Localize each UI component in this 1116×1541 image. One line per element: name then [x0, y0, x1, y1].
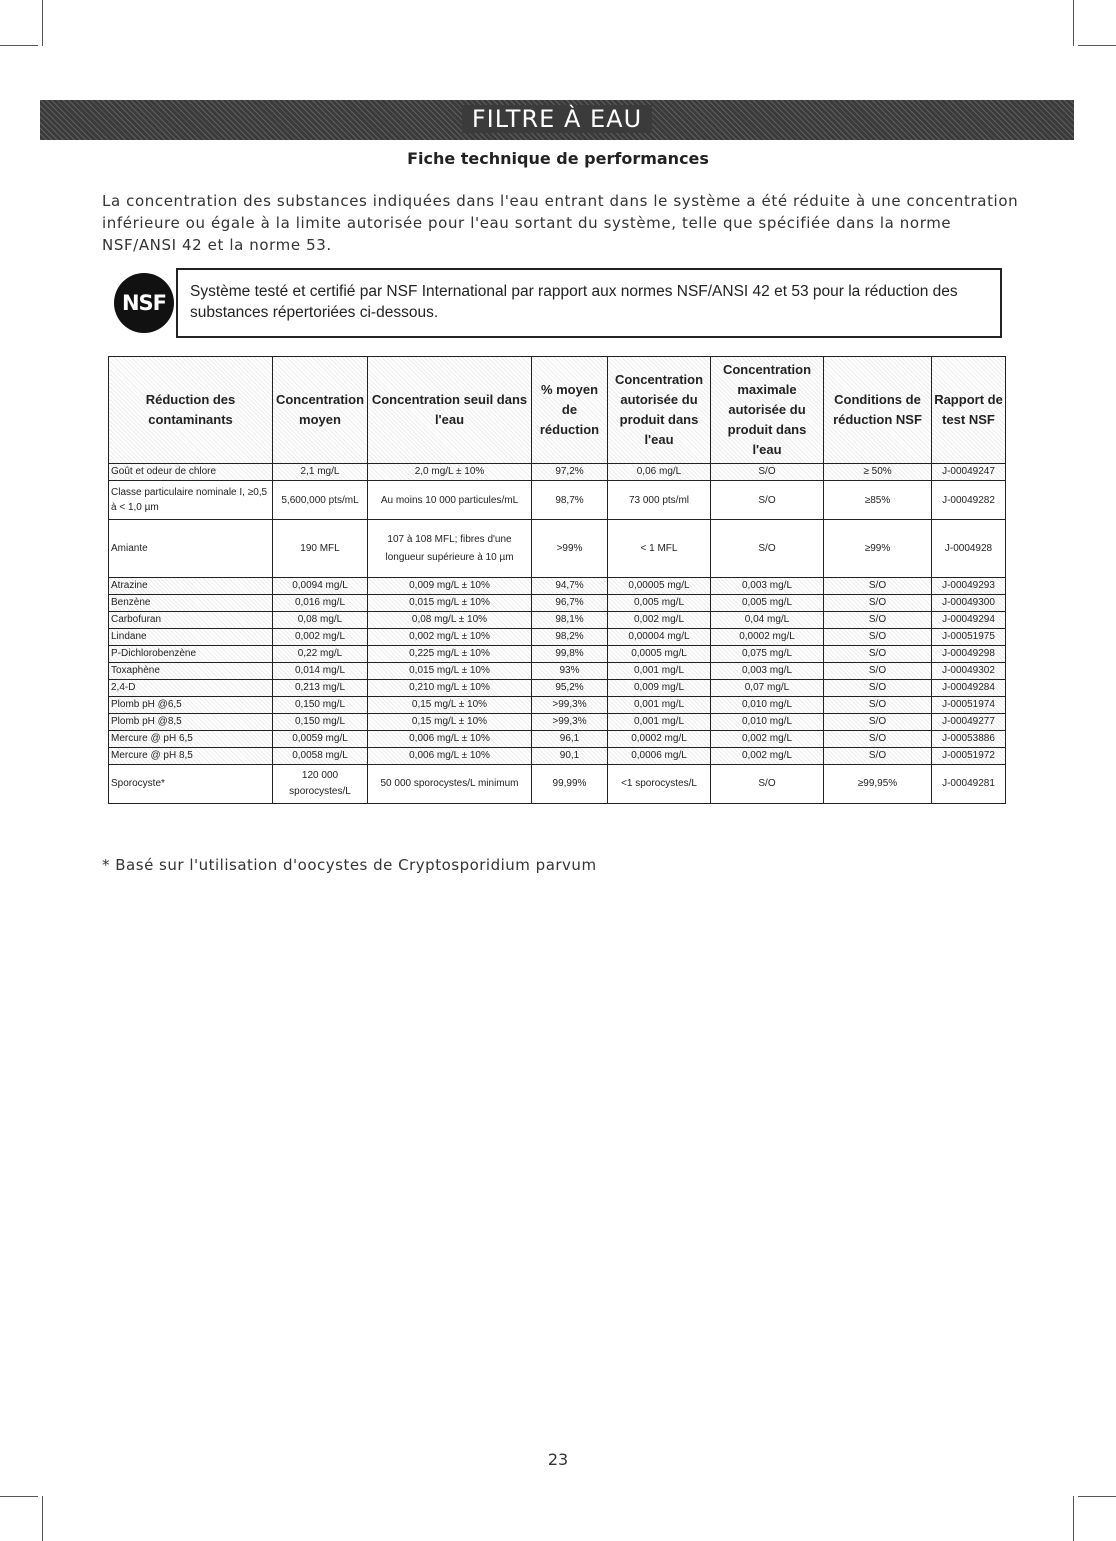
- table-cell: 0,015 mg/L ± 10%: [368, 595, 532, 612]
- table-cell: S/O: [824, 578, 932, 595]
- table-cell: J-00049298: [932, 646, 1006, 663]
- table-cell: 0,04 mg/L: [711, 612, 824, 629]
- table-cell: S/O: [824, 663, 932, 680]
- table-cell: 0,0094 mg/L: [273, 578, 368, 595]
- table-cell: 0,15 mg/L ± 10%: [368, 697, 532, 714]
- table-cell: Classe particulaire nominale I, ≥0,5 à < 1,0 µm: [109, 481, 273, 520]
- table-cell: 0,009 mg/L ± 10%: [368, 578, 532, 595]
- crop-mark: [0, 45, 38, 46]
- table-cell: S/O: [824, 731, 932, 748]
- table-cell: <1 sporocystes/L: [608, 765, 711, 804]
- table-cell: 0,08 mg/L ± 10%: [368, 612, 532, 629]
- table-cell: Lindane: [109, 629, 273, 646]
- table-row: [109, 663, 1006, 680]
- crop-mark: [1073, 1496, 1074, 1541]
- table-cell: J-0004928: [932, 520, 1006, 578]
- footnote: * Basé sur l'utilisation d'oocystes de Cryptosporidium parvum: [102, 856, 597, 874]
- table-cell: Sporocyste*: [109, 765, 273, 804]
- table-cell: 98,1%: [532, 612, 608, 629]
- table-cell: ≥85%: [824, 481, 932, 520]
- table-cell: 0,150 mg/L: [273, 697, 368, 714]
- table-cell: J-00049300: [932, 595, 1006, 612]
- table-cell: ≥ 50%: [824, 464, 932, 481]
- table-cell: 95,2%: [532, 680, 608, 697]
- table-cell: ≥99,95%: [824, 765, 932, 804]
- table-cell: J-00051974: [932, 697, 1006, 714]
- table-cell: S/O: [711, 520, 824, 578]
- table-cell: 0,001 mg/L: [608, 663, 711, 680]
- table-cell: 0,0006 mg/L: [608, 748, 711, 765]
- table-cell: 5,600,000 pts/mL: [273, 481, 368, 520]
- table-row: [109, 578, 1006, 595]
- table-cell: 0,010 mg/L: [711, 697, 824, 714]
- table-cell: 50 000 sporocystes/L minimum: [368, 765, 532, 804]
- table-cell: >99,3%: [532, 714, 608, 731]
- table-cell: J-00049294: [932, 612, 1006, 629]
- table-cell: 2,0 mg/L ± 10%: [368, 464, 532, 481]
- table-cell: 0,005 mg/L: [608, 595, 711, 612]
- table-cell: >99,3%: [532, 697, 608, 714]
- table-cell: 94,7%: [532, 578, 608, 595]
- table-cell: 0,07 mg/L: [711, 680, 824, 697]
- table-row: [109, 697, 1006, 714]
- table-cell: Toxaphène: [109, 663, 273, 680]
- table-cell: 0,014 mg/L: [273, 663, 368, 680]
- table-row: [109, 680, 1006, 697]
- column-header: Réduction des contaminants: [109, 357, 273, 464]
- table-cell: 0,15 mg/L ± 10%: [368, 714, 532, 731]
- table-cell: 0,22 mg/L: [273, 646, 368, 663]
- crop-mark: [0, 1496, 38, 1497]
- table-cell: Au moins 10 000 particules/mL: [368, 481, 532, 520]
- column-header: Rapport de test NSF: [932, 357, 1006, 464]
- column-header: Conditions de réduction NSF: [824, 357, 932, 464]
- title-banner: [40, 100, 1074, 140]
- table-cell: 0,009 mg/L: [608, 680, 711, 697]
- column-header: Concentration moyen: [273, 357, 368, 464]
- table-cell: 0,016 mg/L: [273, 595, 368, 612]
- table-row: [109, 464, 1006, 481]
- table-cell: S/O: [824, 612, 932, 629]
- table-cell: 0,003 mg/L: [711, 578, 824, 595]
- table-cell: J-00049302: [932, 663, 1006, 680]
- table-cell: >99%: [532, 520, 608, 578]
- table-cell: 0,0005 mg/L: [608, 646, 711, 663]
- table-cell: 0,0059 mg/L: [273, 731, 368, 748]
- table-cell: 107 à 108 MFL; fibres d'une longueur supérieure à 10 µm: [368, 520, 532, 578]
- table-cell: 2,4-D: [109, 680, 273, 697]
- table-cell: J-00049277: [932, 714, 1006, 731]
- table-cell: 0,010 mg/L: [711, 714, 824, 731]
- table-cell: 0,015 mg/L ± 10%: [368, 663, 532, 680]
- table-cell: 0,002 mg/L: [711, 748, 824, 765]
- table-row: [109, 765, 1006, 804]
- table-cell: 0,005 mg/L: [711, 595, 824, 612]
- table-cell: P-Dichlorobenzène: [109, 646, 273, 663]
- table-cell: 0,0002 mg/L: [711, 629, 824, 646]
- table-cell: 190 MFL: [273, 520, 368, 578]
- table-cell: S/O: [824, 595, 932, 612]
- table-cell: 0,002 mg/L: [711, 731, 824, 748]
- table-cell: 0,006 mg/L ± 10%: [368, 731, 532, 748]
- table-cell: Mercure @ pH 6,5: [109, 731, 273, 748]
- table-cell: Amiante: [109, 520, 273, 578]
- table-row: [109, 714, 1006, 731]
- table-cell: Goût et odeur de chlore: [109, 464, 273, 481]
- table-cell: Carbofuran: [109, 612, 273, 629]
- table-cell: 2,1 mg/L: [273, 464, 368, 481]
- table-cell: 0,00005 mg/L: [608, 578, 711, 595]
- table-cell: 99,8%: [532, 646, 608, 663]
- table-row: [109, 612, 1006, 629]
- table-cell: 0,06 mg/L: [608, 464, 711, 481]
- table-cell: 0,00004 mg/L: [608, 629, 711, 646]
- table-cell: 0,0002 mg/L: [608, 731, 711, 748]
- table-row: [109, 646, 1006, 663]
- table-row: [109, 748, 1006, 765]
- table-row: [109, 595, 1006, 612]
- table-cell: S/O: [711, 464, 824, 481]
- table-cell: 0,210 mg/L ± 10%: [368, 680, 532, 697]
- table-cell: Benzène: [109, 595, 273, 612]
- table-cell: S/O: [711, 765, 824, 804]
- nsf-logo-icon: NSF: [114, 273, 174, 333]
- table-cell: 96,7%: [532, 595, 608, 612]
- table-row: [109, 520, 1006, 578]
- performance-table: [108, 356, 1006, 804]
- table-row: [109, 481, 1006, 520]
- table-cell: S/O: [824, 680, 932, 697]
- table-cell: 0,006 mg/L ± 10%: [368, 748, 532, 765]
- table-cell: 96,1: [532, 731, 608, 748]
- page-number: 23: [547, 1450, 569, 1469]
- table-cell: 0,002 mg/L: [273, 629, 368, 646]
- table-cell: 98,7%: [532, 481, 608, 520]
- table-cell: J-00049293: [932, 578, 1006, 595]
- crop-mark: [1078, 45, 1116, 46]
- table-cell: J-00049282: [932, 481, 1006, 520]
- table-cell: S/O: [824, 748, 932, 765]
- section-subtitle: Fiche technique de performances: [407, 149, 709, 168]
- table-cell: J-00051975: [932, 629, 1006, 646]
- table-cell: J-00053886: [932, 731, 1006, 748]
- table-cell: 99,99%: [532, 765, 608, 804]
- table-row: [109, 629, 1006, 646]
- table-cell: S/O: [824, 697, 932, 714]
- table-cell: 0,001 mg/L: [608, 697, 711, 714]
- crop-mark: [42, 0, 43, 46]
- table-cell: 0,08 mg/L: [273, 612, 368, 629]
- table-cell: S/O: [824, 646, 932, 663]
- intro-paragraph: La concentration des substances indiquées dans l'eau entrant dans le système a été réduite à une concentration inférieure ou égale à la limite autorisée pour l'eau sortant du système, telle que spécifiée dans la norme NSF/ANSI 42 et la norme 53.: [102, 192, 1019, 254]
- crop-mark: [1078, 1496, 1116, 1497]
- table-cell: ≥99%: [824, 520, 932, 578]
- table-row: [109, 731, 1006, 748]
- certification-text: Système testé et certifié par NSF International par rapport aux normes NSF/ANSI 42 et 53 pour la réduction des substances répertoriées ci-dessous.: [190, 283, 958, 321]
- table-cell: < 1 MFL: [608, 520, 711, 578]
- table-cell: 73 000 pts/ml: [608, 481, 711, 520]
- table-cell: Atrazine: [109, 578, 273, 595]
- table-cell: 0,003 mg/L: [711, 663, 824, 680]
- table-cell: 90,1: [532, 748, 608, 765]
- table-cell: S/O: [824, 629, 932, 646]
- table-cell: J-00049281: [932, 765, 1006, 804]
- table-cell: 0,001 mg/L: [608, 714, 711, 731]
- table-header-row: [109, 357, 1006, 464]
- table-cell: 93%: [532, 663, 608, 680]
- table-cell: 0,0058 mg/L: [273, 748, 368, 765]
- column-header: Concentration seuil dans l'eau: [368, 357, 532, 464]
- table-cell: 0,150 mg/L: [273, 714, 368, 731]
- table-cell: S/O: [711, 481, 824, 520]
- page-title: FILTRE À EAU: [462, 105, 652, 133]
- table-cell: 0,002 mg/L: [608, 612, 711, 629]
- crop-mark: [42, 1496, 43, 1541]
- table-cell: 0,002 mg/L ± 10%: [368, 629, 532, 646]
- table-cell: 0,075 mg/L: [711, 646, 824, 663]
- table-cell: Plomb pH @8,5: [109, 714, 273, 731]
- table-cell: 0,225 mg/L ± 10%: [368, 646, 532, 663]
- table-cell: J-00049284: [932, 680, 1006, 697]
- table-cell: J-00051972: [932, 748, 1006, 765]
- table-cell: 98,2%: [532, 629, 608, 646]
- table-cell: S/O: [824, 714, 932, 731]
- table-cell: Plomb pH @6,5: [109, 697, 273, 714]
- table-cell: Mercure @ pH 8,5: [109, 748, 273, 765]
- table-cell: 120 000 sporocystes/L: [273, 765, 368, 804]
- table-cell: 0,213 mg/L: [273, 680, 368, 697]
- table-cell: 97,2%: [532, 464, 608, 481]
- column-header: Concentration maximale autorisée du produit dans l'eau: [711, 357, 824, 464]
- table-cell: J-00049247: [932, 464, 1006, 481]
- column-header: % moyen de réduction: [532, 357, 608, 464]
- column-header: Concentration autorisée du produit dans l'eau: [608, 357, 711, 464]
- crop-mark: [1073, 0, 1074, 46]
